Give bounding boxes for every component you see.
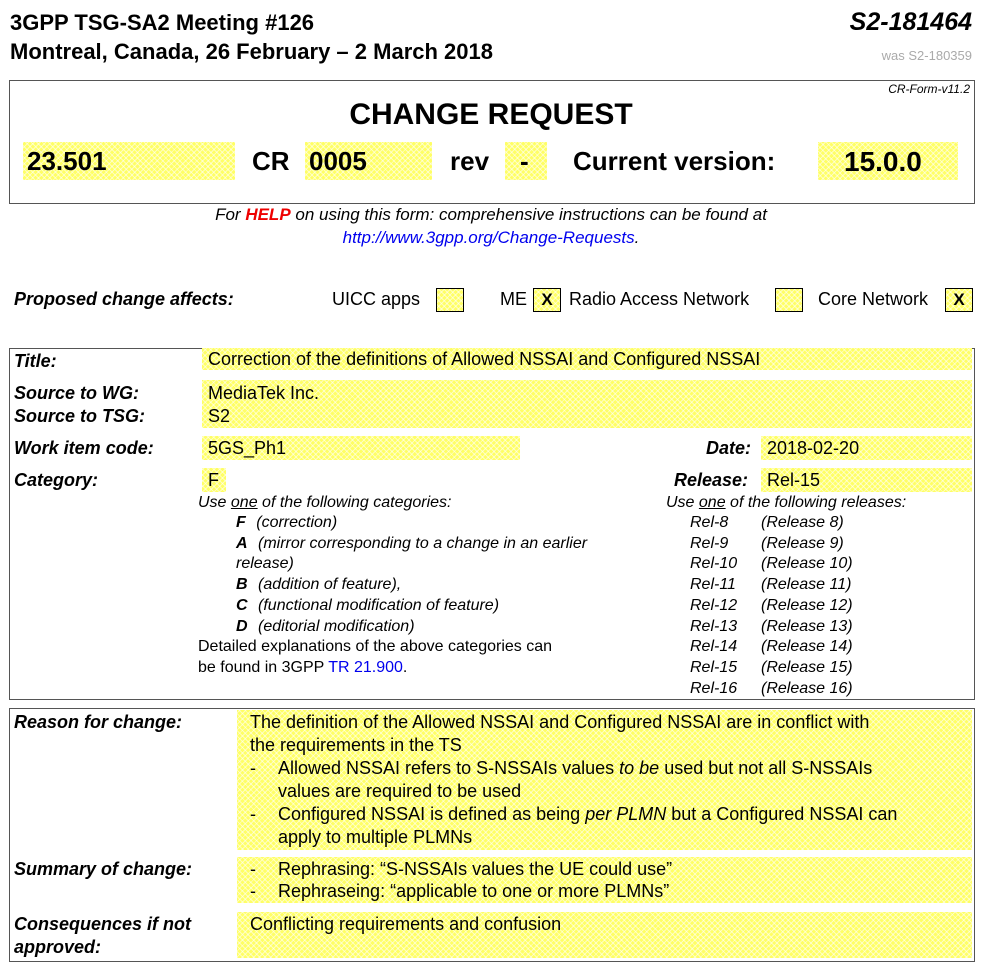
release-desc: (Release 12) [761,596,853,614]
rev-label: rev [450,146,490,176]
category-item [236,555,294,573]
release-code: Rel-10 [690,555,738,573]
category-desc: (editorial modification) [258,617,415,635]
text: one [230,494,258,511]
cr-title: CHANGE REQUEST [349,98,633,131]
reason-text: The definition of the Allowed NSSAI and Configured NSSAI are in conflict with [250,712,870,732]
text: Allowed NSSAI refers to S-NSSAIs values [278,758,620,778]
spec-field[interactable] [23,142,235,180]
category-code: B [236,576,248,594]
category-code: D [236,617,248,635]
category-desc: (mirror corresponding to a change in an earlier [258,534,588,552]
me-label: ME [500,289,527,309]
help-url-line [0,228,982,248]
release-code: Rel-15 [690,658,738,676]
rev-value: - [520,146,529,176]
current-version-field[interactable] [818,142,958,180]
cr-label: CR [252,146,290,176]
release-code: Rel-8 [690,514,729,531]
category-item [236,597,499,615]
release-desc: (Release 10) [761,555,853,573]
date-field[interactable] [761,436,972,460]
text: used but not all S-NSSAIs [659,758,873,778]
help-url-link[interactable]: http://www.3gpp.org/Change-Requests [342,228,635,247]
cn-checkbox[interactable]: X [945,288,973,312]
reason-bullet-2 [278,804,897,825]
text: be found in 3GPP [198,659,329,676]
release-label: Release: [674,470,749,490]
ran-checkbox[interactable] [775,288,803,312]
category-code: A [236,534,248,552]
category-item [236,576,401,594]
text: of the following releases: [725,494,907,511]
current-version-label: Current version: [573,146,776,176]
bullet-dash: - [250,804,256,824]
text: per PLMN [585,804,667,824]
release-desc: (Release 16) [761,679,853,697]
previous-document-number: was S2-180359 [881,48,972,63]
reason-bullet-2-cont: apply to multiple PLMNs [278,827,473,847]
text: but a Configured NSSAI can [666,804,898,824]
help-text [0,205,982,225]
date-value: 2018-02-20 [767,438,860,458]
cn-label: Core Network [818,289,929,309]
category-note-2 [198,659,407,677]
release-code: Rel-12 [690,596,738,614]
category-field[interactable] [202,468,226,492]
title-field[interactable] [202,348,972,370]
consequences-label: Consequences if not [14,914,192,934]
cr-number-field[interactable] [305,142,432,180]
category-item [236,618,415,636]
meeting-title: 3GPP TSG-SA2 Meeting #126 [10,10,315,35]
reason-bullet-1-cont: values are required to be used [278,781,522,801]
category-desc: (functional modification of feature) [258,596,500,614]
release-code: Rel-16 [690,679,738,697]
me-checkbox[interactable]: X [533,288,561,312]
category-item [236,514,337,532]
ran-label: Radio Access Network [569,289,750,309]
source-tsg-value: S2 [208,406,231,426]
text: to be [619,758,660,778]
meeting-location: Montreal, Canada, 26 February – 2 March 2018 [10,39,493,64]
category-desc: release) [236,555,294,573]
reason-text: the requirements in the TS [250,735,462,755]
tr-21900-link[interactable]: TR 21.900 [328,659,403,676]
release-desc: (Release 15) [761,658,853,676]
source-tsg-label: Source to TSG: [14,406,146,426]
uicc-label: UICC apps [332,289,421,309]
help-url-end: . [634,228,640,247]
title-value: Correction of the definitions of Allowed NSSAI and Configured NSSAI [208,349,761,369]
summary-item: Rephrasing: “S-NSSAIs values the UE could use” [278,859,673,879]
release-code: Rel-9 [690,534,729,552]
bullet-dash: - [250,758,256,778]
release-desc: (Release 11) [761,576,852,594]
release-desc: (Release 14) [761,638,853,656]
category-code: F [236,514,246,531]
release-code: Rel-14 [690,638,738,656]
consequences-label-2: approved: [14,937,102,957]
title-label: Title: [14,351,57,371]
category-label: Category: [14,470,99,490]
category-desc: (correction) [256,514,338,531]
release-desc: (Release 8) [761,514,844,531]
help-prefix: For [215,205,246,224]
release-code: Rel-11 [690,576,736,594]
category-item [236,535,587,553]
reason-field[interactable] [237,710,972,850]
text: Configured NSSAI is defined as being [278,804,586,824]
release-value: Rel-15 [767,470,821,490]
release-code: Rel-13 [690,617,738,635]
category-code: C [236,596,248,614]
release-field[interactable] [761,468,972,492]
source-field[interactable] [202,380,972,428]
text: Use [666,494,699,511]
category-note: Detailed explanations of the above categories can [198,638,553,655]
consequences-field[interactable] [237,912,972,958]
category-intro [198,494,452,512]
reason-label: Reason for change: [14,712,183,732]
release-intro [666,494,906,512]
text: . [402,659,408,676]
rev-field[interactable] [505,142,547,180]
summary-field[interactable] [237,857,972,903]
document-number: S2-181464 [849,8,972,36]
text: of the following categories: [257,494,452,511]
release-desc: (Release 9) [761,534,844,552]
affects-label: Proposed change affects: [14,289,234,309]
reason-bullet-1 [278,758,872,779]
bullet-dash: - [250,859,256,879]
category-value: F [208,470,219,490]
summary-label: Summary of change: [14,859,193,879]
category-desc: (addition of feature), [258,576,402,594]
bullet-dash: - [250,881,256,901]
form-version: CR-Form-v11.2 [888,82,970,96]
uicc-checkbox[interactable] [436,288,464,312]
summary-item: Rephraseing: “applicable to one or more PLMNs” [278,881,670,901]
help-link[interactable]: HELP [245,205,291,224]
work-item-field[interactable] [202,436,520,460]
text: one [698,494,726,511]
spec-number: 23.501 [27,146,107,176]
help-suffix: on using this form: comprehensive instructions can be found at [290,205,767,224]
consequences-text: Conflicting requirements and confusion [250,914,562,934]
cr-number: 0005 [309,146,367,176]
release-desc: (Release 13) [761,617,853,635]
source-wg-value: MediaTek Inc. [208,383,320,403]
source-wg-label: Source to WG: [14,383,139,403]
text: Use [198,494,231,511]
work-item-label: Work item code: [14,438,154,458]
current-version: 15.0.0 [844,146,922,177]
date-label: Date: [706,438,752,458]
work-item-value: 5GS_Ph1 [208,438,287,458]
